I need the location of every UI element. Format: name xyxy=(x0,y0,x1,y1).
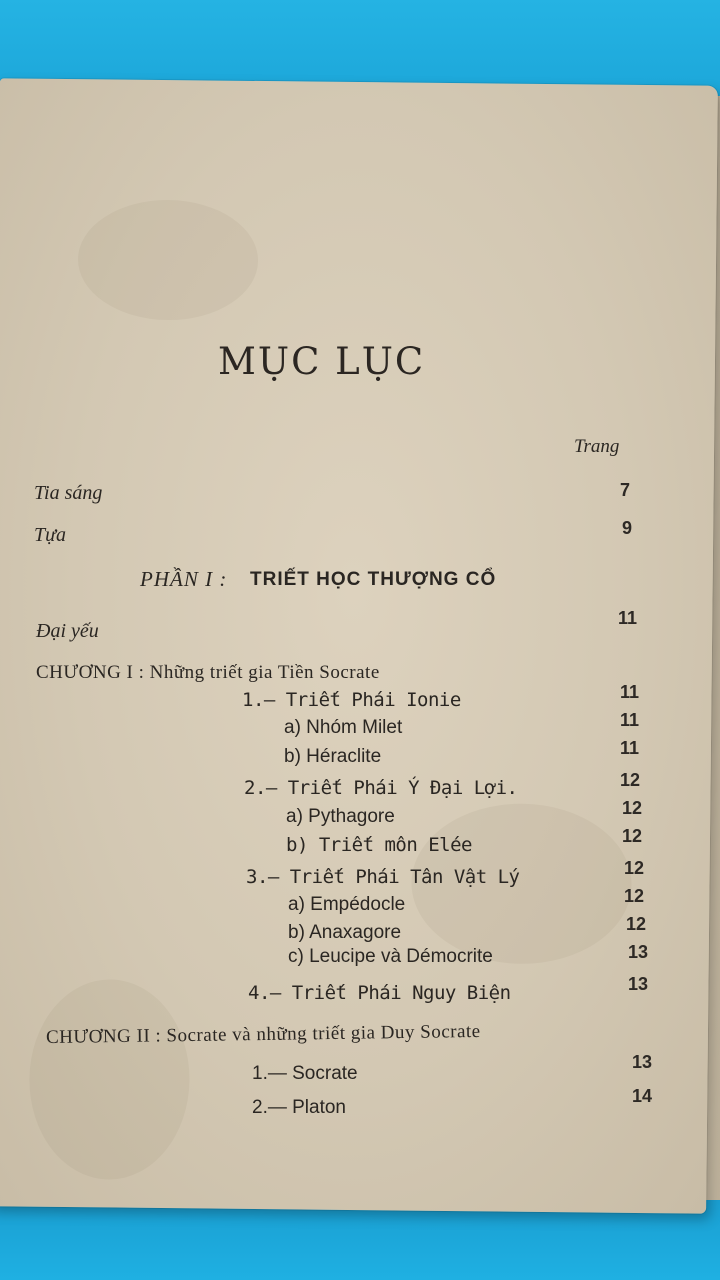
toc-entry-page: 13 xyxy=(628,942,649,962)
toc-entry-label: a) Nhóm Milet xyxy=(284,717,403,738)
toc-entry-label: a) Empédocle xyxy=(288,894,406,915)
toc-entry-label: 2.— Platon xyxy=(252,1097,346,1118)
page-column-header: Trang xyxy=(574,436,620,457)
toc-entry-page: 12 xyxy=(622,798,643,818)
toc-entry-page: 12 xyxy=(624,858,645,878)
toc-entry-label: 3.— Triết Phái Tân Vật Lý xyxy=(246,866,520,888)
toc-entry-label: Tựa xyxy=(34,524,67,546)
toc-entry-page: 7 xyxy=(620,480,631,500)
toc-entry-label: c) Leucipe và Démocrite xyxy=(288,946,493,967)
toc-entry-page: 11 xyxy=(620,738,640,758)
toc-entry-page: 9 xyxy=(622,518,633,538)
toc-entry-label: b) Triết môn Elée xyxy=(286,834,472,856)
toc-entry-page: 13 xyxy=(628,974,649,994)
page-title: MỤC LỤC xyxy=(218,340,426,383)
toc-entry-page: 13 xyxy=(632,1052,653,1072)
toc-entry-page: 11 xyxy=(620,682,640,702)
toc-entry-label: b) Anaxagore xyxy=(288,922,402,943)
toc-entry-label: 2.— Triết Phái Ý Đại Lợi. xyxy=(244,777,518,799)
chapter-heading: CHƯƠNG I : Những triết gia Tiền Socrate xyxy=(36,662,380,683)
part-name: TRIẾT HỌC THƯỢNG CỔ xyxy=(250,569,497,590)
toc-entry-label: b) Héraclite xyxy=(284,746,382,767)
toc-entry-page: 12 xyxy=(622,826,643,846)
toc-entry-page: 12 xyxy=(626,914,647,934)
toc-entry-page: 12 xyxy=(620,770,641,790)
toc-entry-label: 1.— Socrate xyxy=(252,1063,358,1084)
toc-entry-label: a) Pythagore xyxy=(286,806,395,827)
toc-entry-page: 12 xyxy=(624,886,645,906)
part-prefix: PHẦN I : xyxy=(140,567,228,591)
toc-entry-label: Tia sáng xyxy=(34,482,103,504)
toc-entry-label: 1.— Triết Phái Ionie xyxy=(242,689,461,711)
toc-entry-page: 11 xyxy=(620,710,640,730)
toc-entry-label: Đại yếu xyxy=(36,620,99,642)
toc-entry-page: 11 xyxy=(618,608,638,628)
toc-entry-page: 14 xyxy=(632,1086,653,1106)
chapter-heading: CHƯƠNG II : Socrate và những triết gia Duy Socrate xyxy=(45,1020,481,1049)
toc-entry-label: 4.— Triết Phái Nguy Biện xyxy=(248,982,511,1004)
